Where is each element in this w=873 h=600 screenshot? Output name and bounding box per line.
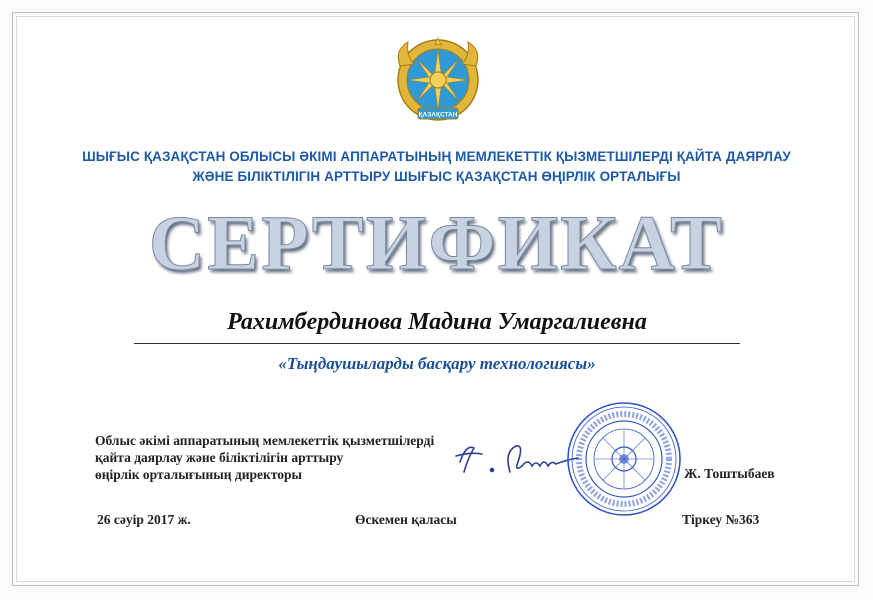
director-position (95, 432, 455, 483)
recipient-name: Рахимбердинова Мадина Умаргалиевна (227, 309, 647, 335)
name-underline (134, 343, 740, 344)
organization-line-2: ЖӘНЕ БІЛІКТІЛІГІН АРТТЫРУ ШЫҒЫС ҚАЗАҚСТАН ӨҢІРЛІК ОРТАЛЫҒЫ (192, 169, 681, 184)
handwritten-signature (452, 432, 582, 482)
director-line-3: өңірлік орталығының директоры (95, 467, 303, 482)
issue-city: Өскемен қаласы (355, 512, 457, 527)
registration-number: Тіркеу №363 (682, 512, 760, 527)
director-line-1: Облыс әкімі аппаратының мемлекеттік қызметшілерді (95, 433, 435, 448)
official-seal-icon (565, 400, 683, 518)
svg-text:ҚАЗАҚСТАН: ҚАЗАҚСТАН (418, 111, 458, 119)
certificate-title: СЕРТИФИКАТ (148, 199, 725, 286)
issue-date: 26 сәуір 2017 ж. (97, 512, 191, 527)
director-line-2: қайта даярлау және біліктілігін арттыру (95, 450, 344, 465)
kazakhstan-emblem-icon (392, 36, 484, 128)
director-name: Ж. Тоштыбаев (684, 466, 775, 481)
organization-line-1: ШЫҒЫС ҚАЗАҚСТАН ОБЛЫСЫ ӘКІМІ АППАРАТЫНЫҢ МЕМЛЕКЕТТІК ҚЫЗМЕТШІЛЕРДІ ҚАЙТА ДАЯРЛАУ (82, 149, 791, 164)
course-title: «Тыңдаушыларды басқару технологиясы» (278, 354, 596, 373)
